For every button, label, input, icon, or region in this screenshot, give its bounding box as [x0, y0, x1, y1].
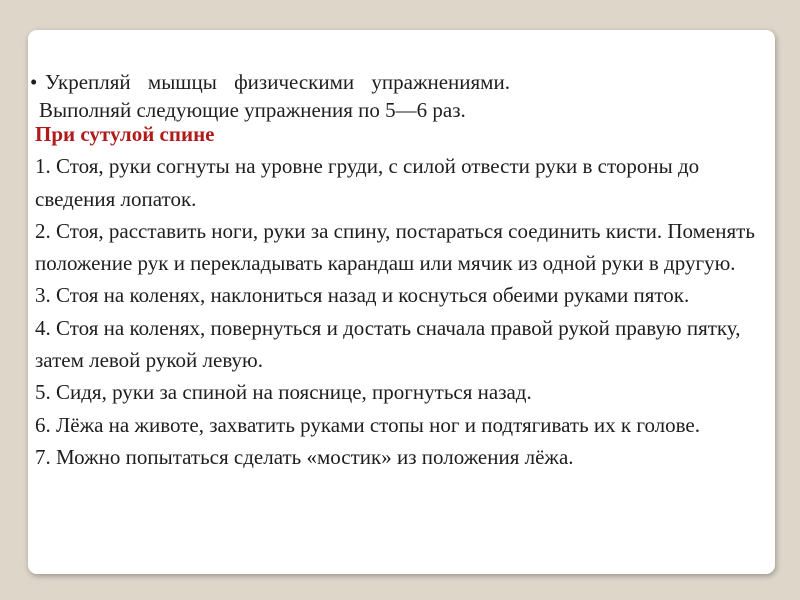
exercise-item-7: 7. Можно попытаться сделать «мостик» из положения лёжа.: [35, 444, 574, 469]
exercise-item-5: 5. Сидя, руки за спиной на пояснице, прогнуться назад.: [35, 380, 532, 405]
slide-card: [28, 30, 775, 574]
bullet-icon: •: [30, 70, 38, 94]
exercise-item-4: 4. Стоя на коленях, повернуться и достать сначала правой рукой правую пятку, затем левой рукой левую.: [35, 315, 741, 373]
exercise-section: [35, 118, 775, 473]
intro-line-1: Укрепляй мышцы физическими упражнениями.: [45, 70, 510, 94]
intro-line-2: Выполняй следующие упражнения по 5—6 раз.: [39, 98, 466, 122]
exercise-item-1: 1. Стоя, руки согнуты на уровне груди, с силой отвести руки в стороны до сведения лопаток.: [35, 154, 700, 211]
exercise-item-3: 3. Стоя на коленях, наклониться назад и коснуться обеими руками пяток.: [35, 283, 690, 308]
section-heading: При сутулой спине: [35, 122, 215, 146]
exercise-item-2: 2. Стоя, расставить ноги, руки за спину, постараться соединить кисти. Поменять положение рук и перекладывать карандаш или мячик из одной руки в другую.: [35, 218, 755, 276]
exercise-item-6: 6. Лёжа на животе, захватить руками стопы ног и подтягивать их к голове.: [35, 412, 701, 437]
